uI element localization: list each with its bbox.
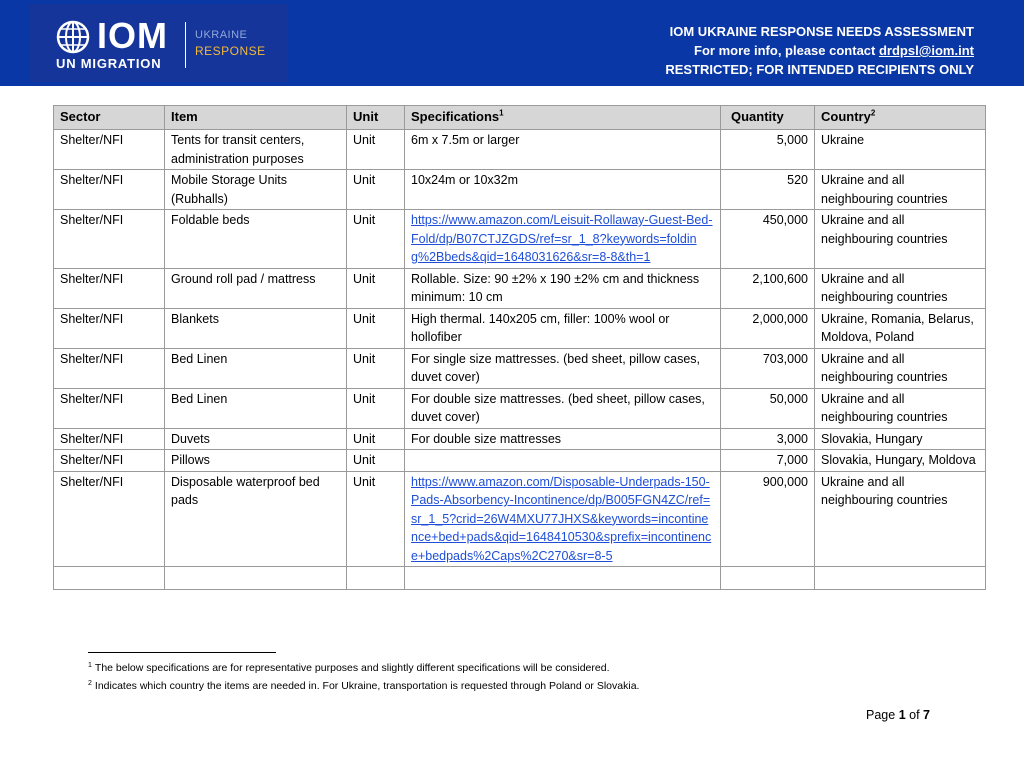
- header-info: [665, 22, 974, 79]
- cell-unit: Unit: [347, 348, 405, 388]
- col-header-quantity: Quantity: [721, 106, 815, 130]
- table-row: [54, 308, 986, 348]
- cell-unit: Unit: [347, 210, 405, 269]
- logo-tag-response: RESPONSE: [195, 44, 266, 58]
- table-row: [54, 388, 986, 428]
- cell-item: Mobile Storage Units (Rubhalls): [165, 170, 347, 210]
- cell-country: Slovakia, Hungary, Moldova: [815, 450, 986, 472]
- contact-email-link[interactable]: drdpsl@iom.int: [878, 43, 974, 58]
- cell-country: Ukraine: [815, 130, 986, 170]
- footnote-2-marker: 2: [88, 679, 92, 687]
- table-row: [54, 428, 986, 450]
- cell-country: Ukraine and all neighbouring countries: [815, 388, 986, 428]
- cell-sector: Shelter/NFI: [54, 210, 165, 269]
- col-header-specifications: [405, 106, 721, 130]
- cell-quantity: 3,000: [721, 428, 815, 450]
- page-total: 7: [923, 708, 930, 722]
- footnote-1-text: The below specifications are for representative purposes and slightly different specifications will be considered.: [94, 662, 610, 674]
- cell-spec: For single size mattresses. (bed sheet, pillow cases, duvet cover): [405, 348, 721, 388]
- cell-empty: [815, 567, 986, 590]
- country-label: Country: [821, 109, 871, 124]
- cell-sector: Shelter/NFI: [54, 428, 165, 450]
- cell-empty: [54, 567, 165, 590]
- table-row: [54, 130, 986, 170]
- cell-unit: Unit: [347, 428, 405, 450]
- document-title: IOM UKRAINE RESPONSE NEEDS ASSESSMENT: [669, 24, 974, 39]
- cell-empty: [165, 567, 347, 590]
- cell-empty: [347, 567, 405, 590]
- cell-item: Bed Linen: [165, 348, 347, 388]
- header-banner: [0, 0, 1024, 86]
- cell-country: Ukraine and all neighbouring countries: [815, 170, 986, 210]
- cell-sector: Shelter/NFI: [54, 170, 165, 210]
- cell-item: Pillows: [165, 450, 347, 472]
- logo-divider: [185, 22, 186, 68]
- col-header-item: Item: [165, 106, 347, 130]
- cell-quantity: 7,000: [721, 450, 815, 472]
- cell-quantity: 900,000: [721, 471, 815, 567]
- footnote-2-text: Indicates which country the items are needed in. For Ukraine, transportation is requested through Poland or Slovakia.: [94, 680, 640, 692]
- cell-quantity: 2,100,600: [721, 268, 815, 308]
- cell-sector: Shelter/NFI: [54, 348, 165, 388]
- cell-quantity: 5,000: [721, 130, 815, 170]
- cell-spec: [405, 471, 721, 567]
- page-of: of: [909, 708, 920, 722]
- table-row: [54, 268, 986, 308]
- table-header-row: [54, 106, 986, 130]
- cell-quantity: 450,000: [721, 210, 815, 269]
- cell-spec: High thermal. 140x205 cm, filler: 100% wool or hollofiber: [405, 308, 721, 348]
- cell-spec: [405, 210, 721, 269]
- cell-unit: Unit: [347, 450, 405, 472]
- restricted-notice: RESTRICTED; FOR INTENDED RECIPIENTS ONLY: [665, 62, 974, 77]
- cell-spec: [405, 450, 721, 472]
- cell-spec: Rollable. Size: 90 ±2% x 190 ±2% cm and thickness minimum: 10 cm: [405, 268, 721, 308]
- cell-item: Ground roll pad / mattress: [165, 268, 347, 308]
- spec-link-bed-pads[interactable]: https://www.amazon.com/Disposable-Underpads-150-Pads-Absorbency-Incontinence/dp/B005FGN4ZC/ref=sr_1_5?crid=26W4MXU77JHXS&keywords=incontinence+bed+pads&qid=1648410530&sprefix=incontinence+bedpads%2Caps%2C270&sr=8-5: [411, 474, 712, 563]
- cell-unit: Unit: [347, 130, 405, 170]
- footnote-divider: [88, 652, 276, 653]
- logo-wordmark: IOM: [97, 15, 168, 56]
- cell-sector: Shelter/NFI: [54, 388, 165, 428]
- cell-item: Duvets: [165, 428, 347, 450]
- footnote-ref-1: 1: [499, 108, 504, 118]
- cell-sector: Shelter/NFI: [54, 308, 165, 348]
- page-label: Page: [866, 708, 896, 722]
- globe-icon: [56, 20, 90, 54]
- cell-item: Tents for transit centers, administration purposes: [165, 130, 347, 170]
- spec-link-foldable-beds[interactable]: https://www.amazon.com/Leisuit-Rollaway-Guest-Bed-Fold/dp/B07CTJZGDS/ref=sr_1_8?keywords=folding%2Bbeds&qid=1648031626&sr=8-8&th=1: [411, 213, 713, 264]
- table-row: [54, 348, 986, 388]
- table-row: [54, 210, 986, 269]
- cell-unit: Unit: [347, 170, 405, 210]
- cell-item: Disposable waterproof bed pads: [165, 471, 347, 567]
- cell-quantity: 703,000: [721, 348, 815, 388]
- cell-sector: Shelter/NFI: [54, 130, 165, 170]
- table-row: [54, 170, 986, 210]
- table-row: [54, 471, 986, 567]
- cell-unit: Unit: [347, 388, 405, 428]
- cell-unit: Unit: [347, 268, 405, 308]
- needs-table: [53, 105, 986, 590]
- cell-sector: Shelter/NFI: [54, 268, 165, 308]
- cell-spec: For double size mattresses: [405, 428, 721, 450]
- logo-tag-ukraine: UKRAINE: [195, 29, 248, 41]
- cell-country: Ukraine and all neighbouring countries: [815, 210, 986, 269]
- contact-prefix: For more info, please contact: [694, 43, 879, 58]
- cell-spec: For double size mattresses. (bed sheet, pillow cases, duvet cover): [405, 388, 721, 428]
- contact-line: [665, 41, 974, 60]
- footnote-1-marker: 1: [88, 661, 92, 669]
- cell-item: Bed Linen: [165, 388, 347, 428]
- footnote-1: [88, 662, 610, 674]
- cell-quantity: 50,000: [721, 388, 815, 428]
- cell-country: Ukraine, Romania, Belarus, Moldova, Poland: [815, 308, 986, 348]
- cell-country: Ukraine and all neighbouring countries: [815, 268, 986, 308]
- cell-quantity: 520: [721, 170, 815, 210]
- col-header-unit: Unit: [347, 106, 405, 130]
- col-header-country: [815, 106, 986, 130]
- cell-empty: [405, 567, 721, 590]
- footnote-ref-2: 2: [870, 108, 876, 118]
- cell-sector: Shelter/NFI: [54, 471, 165, 567]
- col-header-sector: Sector: [54, 106, 165, 130]
- page-current: 1: [898, 708, 906, 722]
- page-number: [866, 708, 930, 722]
- cell-spec: 10x24m or 10x32m: [405, 170, 721, 210]
- cell-empty: [721, 567, 815, 590]
- cell-unit: Unit: [347, 471, 405, 567]
- cell-spec: 6m x 7.5m or larger: [405, 130, 721, 170]
- iom-logo: [30, 4, 288, 82]
- table-row-empty: [54, 567, 986, 590]
- cell-item: Blankets: [165, 308, 347, 348]
- cell-item: Foldable beds: [165, 210, 347, 269]
- logo-subtitle: UN MIGRATION: [56, 56, 162, 71]
- cell-country: Ukraine and all neighbouring countries: [815, 348, 986, 388]
- cell-country: Slovakia, Hungary: [815, 428, 986, 450]
- table-row: [54, 450, 986, 472]
- footnote-2: [88, 680, 639, 692]
- cell-unit: Unit: [347, 308, 405, 348]
- cell-quantity: 2,000,000: [721, 308, 815, 348]
- cell-sector: Shelter/NFI: [54, 450, 165, 472]
- specifications-label: Specifications: [411, 109, 500, 124]
- cell-country: Ukraine and all neighbouring countries: [815, 471, 986, 567]
